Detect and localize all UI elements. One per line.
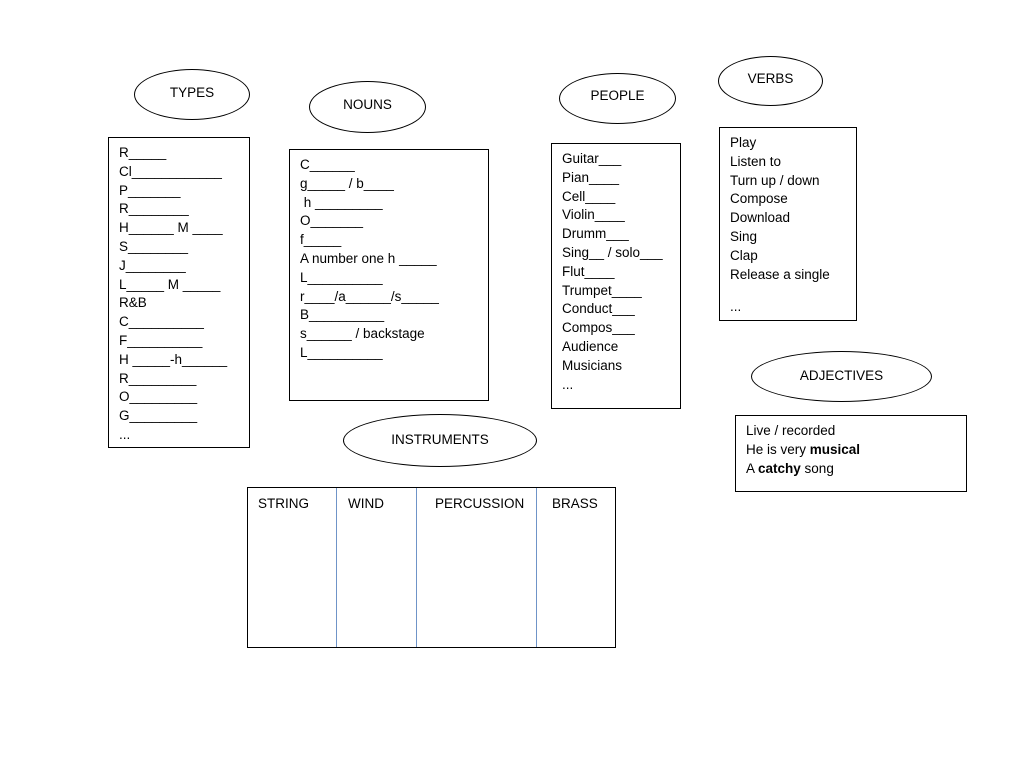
people-item: Drumm___ [562, 226, 629, 242]
nouns-item: s______ / backstage [300, 326, 425, 342]
verbs-box [719, 127, 857, 321]
column-brass [537, 488, 615, 647]
verbs-heading: VERBS [718, 56, 823, 106]
instruments-heading: INSTRUMENTS [343, 414, 537, 467]
column-string [248, 488, 337, 647]
instruments-table [247, 487, 616, 648]
nouns-list [300, 156, 478, 363]
types-item: S________ [119, 238, 189, 254]
people-item: Flut____ [562, 263, 615, 279]
types-item: R_________ [119, 370, 197, 386]
adjective-bold-word: musical [809, 441, 861, 457]
nouns-item: C______ [300, 157, 355, 172]
adjective-bold-word: catchy [758, 460, 801, 476]
nouns-item: g_____ / b____ [300, 175, 394, 191]
types-list [119, 144, 239, 445]
nouns-box [289, 149, 489, 401]
verbs-item: Download [730, 210, 791, 226]
column-header: BRASS [552, 496, 598, 511]
people-item: Compos___ [562, 320, 635, 336]
types-heading: TYPES [134, 69, 250, 120]
nouns-item: A number one h _____ [300, 250, 437, 266]
nouns-item: B__________ [300, 307, 385, 323]
verbs-item: Clap [730, 247, 758, 263]
adjective-line: Live / recorded [746, 423, 836, 438]
people-item: Trumpet____ [562, 282, 642, 298]
people-box [551, 143, 681, 409]
types-item: R_____ [119, 145, 167, 160]
types-item: P_______ [119, 182, 181, 198]
types-item: ... [119, 426, 131, 442]
verbs-item: Play [730, 135, 757, 150]
verbs-item: Sing [730, 228, 758, 244]
adjective-text: A [746, 460, 759, 476]
adjective-text: He is very [746, 441, 810, 457]
column-wind [337, 488, 417, 647]
types-item: L_____ M _____ [119, 276, 221, 292]
people-item: Conduct___ [562, 301, 635, 317]
people-heading: PEOPLE [559, 73, 676, 124]
people-item: Audience [562, 338, 619, 354]
verbs-item: Turn up / down [730, 172, 820, 188]
people-list [562, 150, 670, 394]
verbs-spacer [730, 284, 846, 298]
adjective-text: song [800, 460, 834, 476]
verbs-item: Release a single [730, 266, 830, 282]
types-item: J________ [119, 257, 186, 273]
people-item: Sing__ / solo___ [562, 244, 663, 260]
people-item: Guitar___ [562, 151, 622, 166]
types-item: G_________ [119, 408, 198, 424]
nouns-item: r____/a______/s_____ [300, 288, 439, 304]
people-item: Violin____ [562, 207, 625, 223]
column-percussion [417, 488, 537, 647]
column-header: STRING [258, 496, 310, 511]
types-item: C__________ [119, 314, 204, 330]
verbs-item: Compose [730, 191, 788, 207]
adjectives-box [735, 415, 967, 492]
verbs-list [730, 134, 846, 317]
types-item: R&B [119, 295, 147, 311]
nouns-item: f_____ [300, 232, 342, 248]
people-item: Pian____ [562, 169, 620, 185]
nouns-item: L__________ [300, 344, 383, 360]
people-item: Musicians [562, 357, 623, 373]
adjective-line [746, 441, 956, 460]
column-header: WIND [348, 496, 384, 511]
nouns-item: h _________ [300, 194, 383, 210]
types-item: H _____-h______ [119, 351, 228, 367]
types-item: F__________ [119, 332, 203, 348]
types-item: H______ M ____ [119, 220, 223, 236]
people-item: ... [562, 376, 574, 392]
adjectives-heading: ADJECTIVES [751, 351, 932, 402]
nouns-item: O_______ [300, 213, 364, 229]
nouns-item: L__________ [300, 269, 383, 285]
types-box [108, 137, 250, 448]
types-item: Cl____________ [119, 163, 222, 179]
types-item: R________ [119, 201, 189, 217]
adjective-line [746, 460, 956, 479]
nouns-heading: NOUNS [309, 81, 426, 133]
verbs-item: Listen to [730, 153, 782, 169]
people-item: Cell____ [562, 188, 616, 204]
types-item: O_________ [119, 389, 198, 405]
column-header: PERCUSSION [435, 496, 525, 511]
verbs-ellipsis: ... [730, 299, 742, 315]
